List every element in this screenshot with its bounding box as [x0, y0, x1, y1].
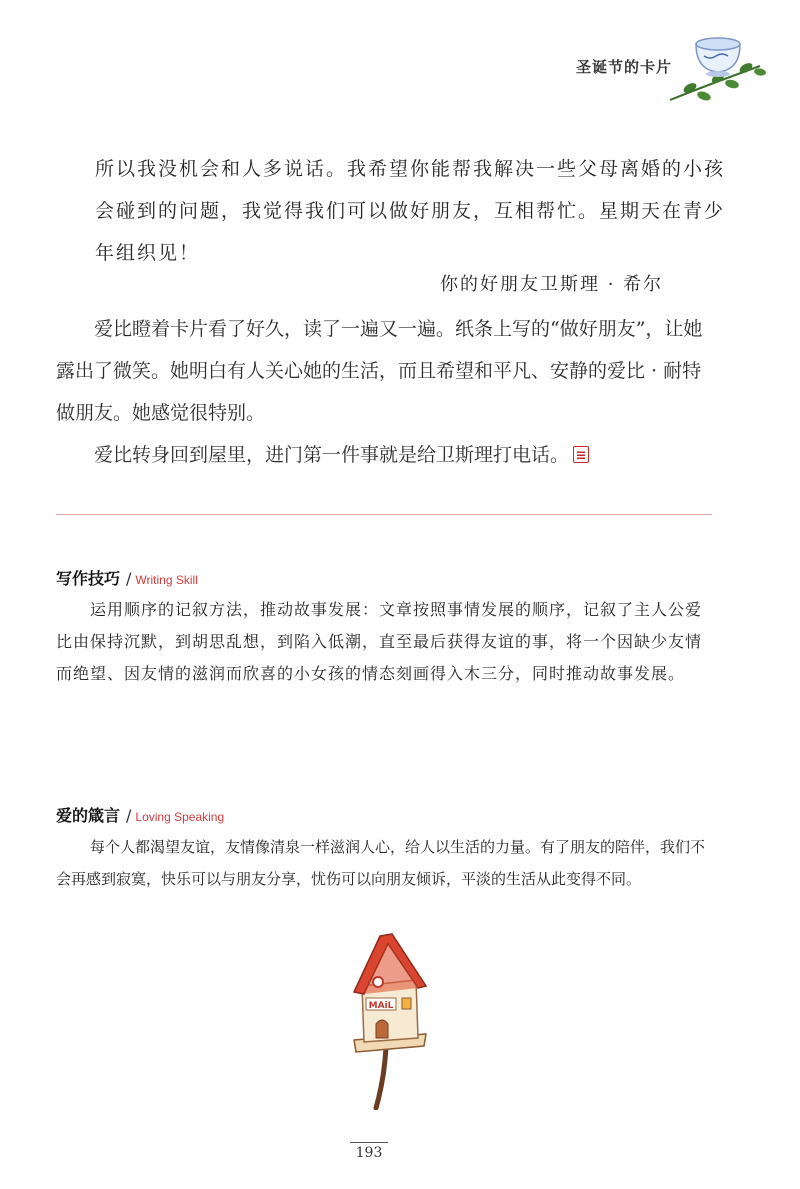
teacup-leaf-icon: [660, 26, 770, 106]
section-divider: [56, 514, 712, 515]
page-number: [0, 1142, 738, 1161]
story-text: [56, 308, 716, 476]
writing-skill-heading: [56, 566, 198, 589]
chapter-title: 圣诞节的卡片: [575, 58, 672, 76]
mailbox-sign: MAiL: [368, 1001, 394, 1011]
story-paragraph: 爱比瞪着卡片看了好久，读了一遍又一遍。纸条上写的“做好朋友”，让她露出了微笑。她明白有人关心她的生活，而且希望和平凡、安静的爱比 · 耐特做朋友。她感觉很特别。: [56, 318, 703, 424]
loving-speaking-title-cn: 爱的箴言: [56, 806, 121, 825]
loving-speaking-text: 每个人都渴望友谊，友情像清泉一样滋润人心，给人以生活的力量。有了朋友的陪伴，我们不会再感到寂寞，快乐可以与朋友分享，忧伤可以向朋友倾诉，平淡的生活从此变得不同。: [56, 838, 706, 888]
story-paragraph-text: 爱比转身回到屋里，进门第一件事就是给卫斯理打电话。: [94, 444, 570, 466]
loving-speaking-body: [56, 831, 716, 895]
writing-skill-title-cn: 写作技巧: [56, 569, 121, 588]
writing-skill-body: [56, 594, 716, 690]
letter-text: [95, 148, 725, 274]
letter-line: 所以我没机会和人多说话。我希望你能帮我解决一些父母离婚的小孩: [95, 158, 726, 180]
slash-separator: /: [126, 569, 132, 588]
slash-separator: /: [126, 806, 132, 825]
loving-speaking-title-en: Loving Speaking: [135, 810, 225, 824]
mailbox-house-illustration: [340, 930, 440, 1110]
page-number-text: 193: [350, 1142, 389, 1161]
letter-signature: 你的好朋友卫斯理 · 希尔: [440, 274, 664, 295]
writing-skill-title-en: Writing Skill: [135, 573, 198, 587]
red-seal-icon: [573, 446, 589, 463]
letter-line: 年组织见！: [95, 242, 201, 264]
story-paragraph: [56, 434, 716, 476]
letter-line: 会碰到的问题，我觉得我们可以做好朋友，互相帮忙。星期天在青少: [95, 200, 726, 222]
writing-skill-text: 运用顺序的记叙方法，推动故事发展：文章按照事情发展的顺序，记叙了主人公爱比由保持沉默，到胡思乱想，到陷入低潮，直至最后获得友谊的事，将一个因缺少友情而绝望、因友情的滋润而欣喜的小女孩的情态刻画得入木三分，同时推动故事发展。: [56, 600, 703, 683]
loving-speaking-heading: [56, 803, 224, 826]
